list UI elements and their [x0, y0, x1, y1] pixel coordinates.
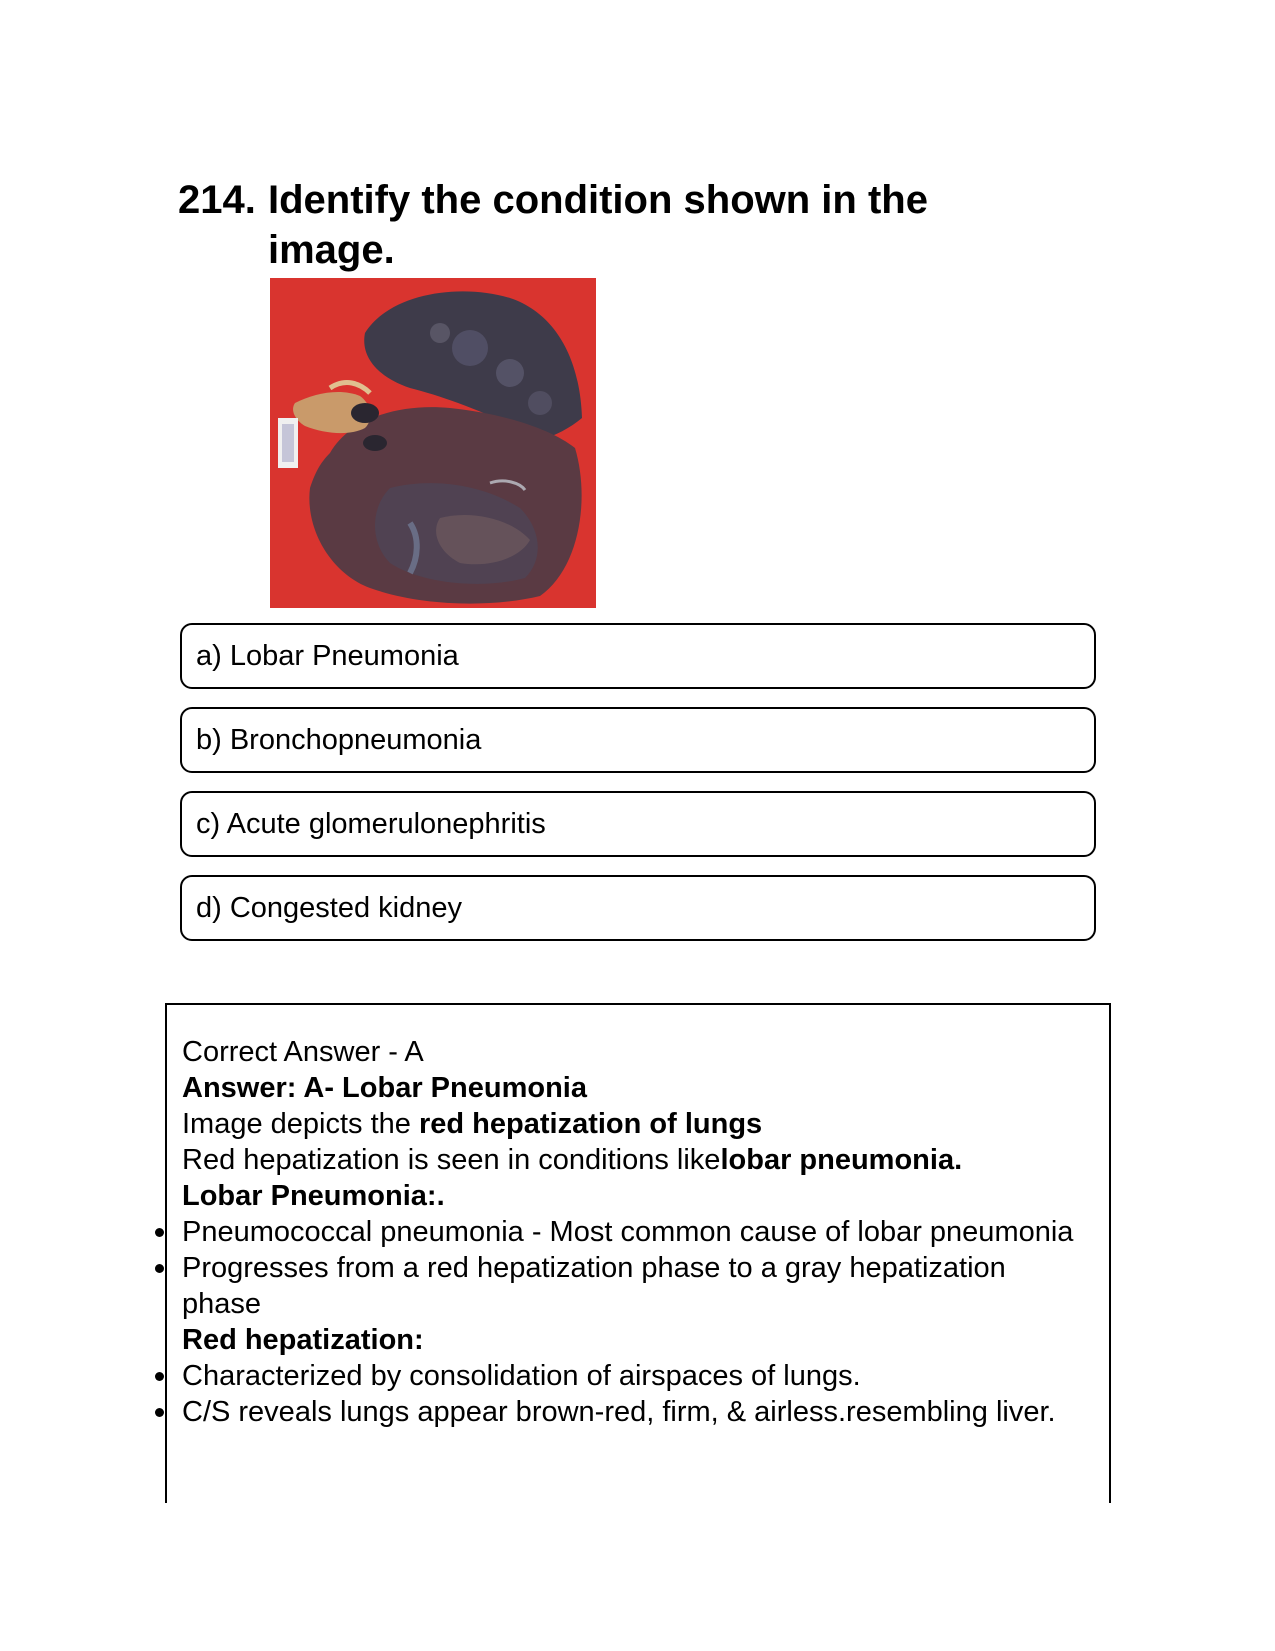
red-hepatization-line: [182, 1142, 1102, 1178]
bullet-item: Characterized by consolidation of airspaces of lungs.: [182, 1358, 1102, 1394]
red-hepatization-heading: Red hepatization:: [182, 1324, 424, 1356]
option-b[interactable]: b) Bronchopneumonia: [180, 707, 1096, 773]
red-hepatization-bold: lobar pneumonia.: [720, 1144, 963, 1176]
option-d[interactable]: d) Congested kidney: [180, 875, 1096, 941]
image-depicts-line: [182, 1106, 1102, 1142]
answer-explanation: [182, 1034, 1102, 1430]
correct-answer: Correct Answer - A: [182, 1036, 424, 1068]
lobar-pneumonia-heading: Lobar Pneumonia:.: [182, 1180, 445, 1212]
bullet-item: Progresses from a red hepatization phase to a gray hepatization phase: [182, 1250, 1082, 1322]
bullet-item: C/S reveals lungs appear brown-red, firm, & airless.resembling liver.: [182, 1394, 1102, 1430]
bullet-item: Pneumococcal pneumonia - Most common cause of lobar pneumonia: [182, 1214, 1082, 1250]
red-hepatization-prefix: Red hepatization is seen in conditions like: [182, 1144, 721, 1176]
option-c[interactable]: c) Acute glomerulonephritis: [180, 791, 1096, 857]
answer-title: Answer: A- Lobar Pneumonia: [182, 1072, 587, 1104]
lung-specimen-image: [270, 278, 596, 608]
question-number: 214.: [178, 178, 256, 222]
image-depicts-prefix: Image depicts the: [182, 1108, 419, 1140]
image-depicts-bold: red hepatization of lungs: [418, 1108, 763, 1140]
lobar-heading-line: [182, 1178, 1102, 1214]
red-heading-line: [182, 1322, 1102, 1358]
answer-line: [182, 1070, 1102, 1106]
question-text: Identify the condition shown in the image.: [268, 178, 928, 272]
option-a[interactable]: a) Lobar Pneumonia: [180, 623, 1096, 689]
